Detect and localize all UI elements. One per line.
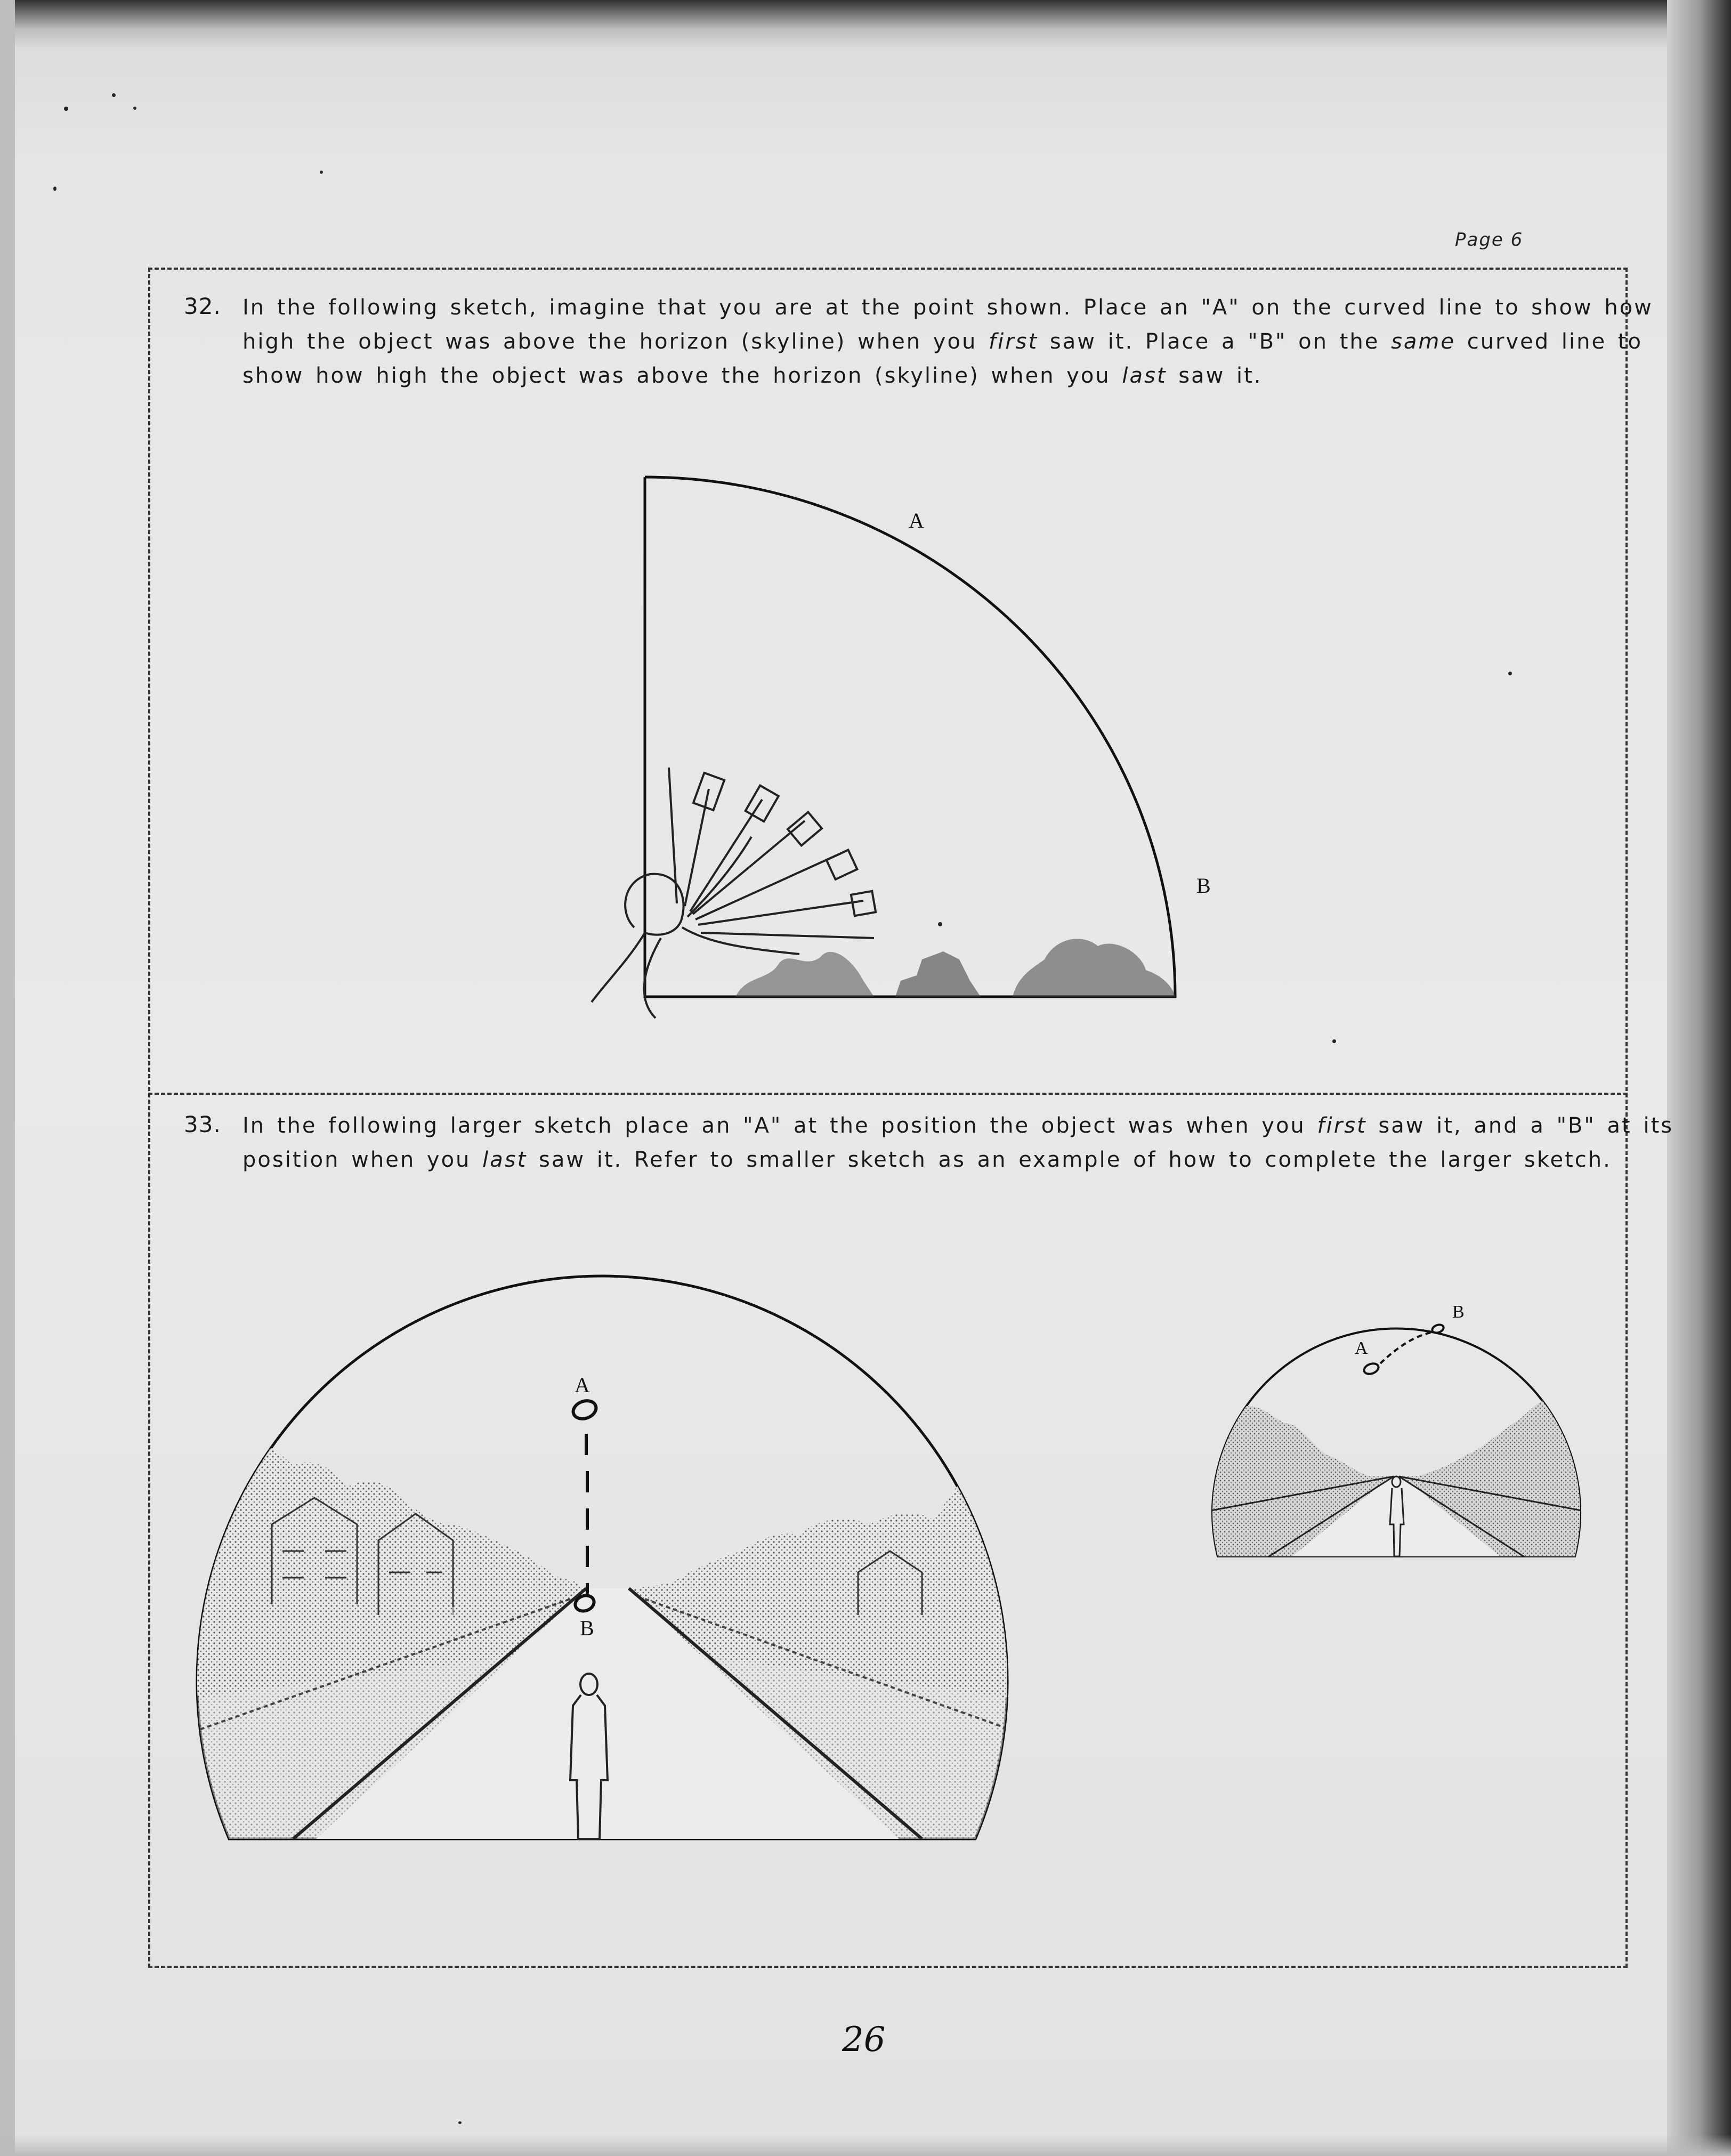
question-32-text [242, 290, 1653, 393]
large-label-a: A [575, 1373, 590, 1397]
small-label-a: A [1355, 1338, 1368, 1358]
sketch-33-large-dome [176, 1274, 1029, 1860]
question-33-number: 33. [184, 1111, 221, 1137]
scan-speck [133, 107, 136, 110]
small-label-b: B [1452, 1302, 1465, 1322]
scan-edge-top [0, 0, 1731, 48]
large-label-b: B [580, 1616, 594, 1640]
scan-edge-left [0, 0, 15, 2156]
large-object-a [571, 1398, 598, 1422]
question-line: high the object was above the horizon (skyline) when you first saw it. Place a "B" on the same curved line to [242, 329, 1643, 354]
sketch-32-arc-outline [645, 477, 1175, 997]
large-sketch-path [571, 1398, 598, 1613]
sketch-32-label-b: B [1196, 874, 1211, 898]
large-dashed-track [586, 1434, 587, 1594]
small-dashed-track [1380, 1333, 1431, 1363]
emphasis: last [1122, 364, 1167, 388]
question-line: position when you last saw it. Refer to smaller sketch as an example of how to complete the larger sketch. [242, 1148, 1612, 1172]
page-label: Page 6 [1455, 229, 1524, 251]
question-line: In the following larger sketch place an "A" at the position the object was when you first saw it, and a "B" at its [242, 1113, 1674, 1138]
emphasis: first [989, 329, 1039, 354]
sketch-32-skyline [735, 939, 1175, 997]
emphasis: first [1317, 1113, 1367, 1138]
question-line: show how high the object was above the horizon (skyline) when you last saw it. [242, 364, 1263, 388]
emphasis: same [1391, 329, 1455, 354]
handwritten-page-number: 26 [842, 2020, 886, 2060]
sketch-32-label-a: A [909, 508, 924, 532]
scan-speck [320, 171, 323, 174]
scan-edge-bottom [0, 2135, 1731, 2156]
question-line: In the following sketch, imagine that you are at the point shown. Place an "A" on the curved line to show how [242, 295, 1653, 320]
small-object-a [1363, 1362, 1380, 1376]
scan-speck [458, 2121, 462, 2124]
question-divider [148, 1093, 1628, 1095]
small-sketch-path [1363, 1323, 1445, 1376]
small-object-b [1431, 1323, 1444, 1335]
scan-speck [53, 187, 56, 191]
scan-speck [64, 107, 68, 111]
question-32-number: 32. [184, 293, 221, 319]
scan-edge-right [1667, 0, 1731, 2156]
emphasis: last [482, 1148, 528, 1172]
question-33-text [242, 1109, 1673, 1177]
scan-speck [112, 93, 116, 97]
sketch-33-small-example [1194, 1279, 1599, 1567]
sketch-32-quarter-circle [576, 469, 1242, 1045]
